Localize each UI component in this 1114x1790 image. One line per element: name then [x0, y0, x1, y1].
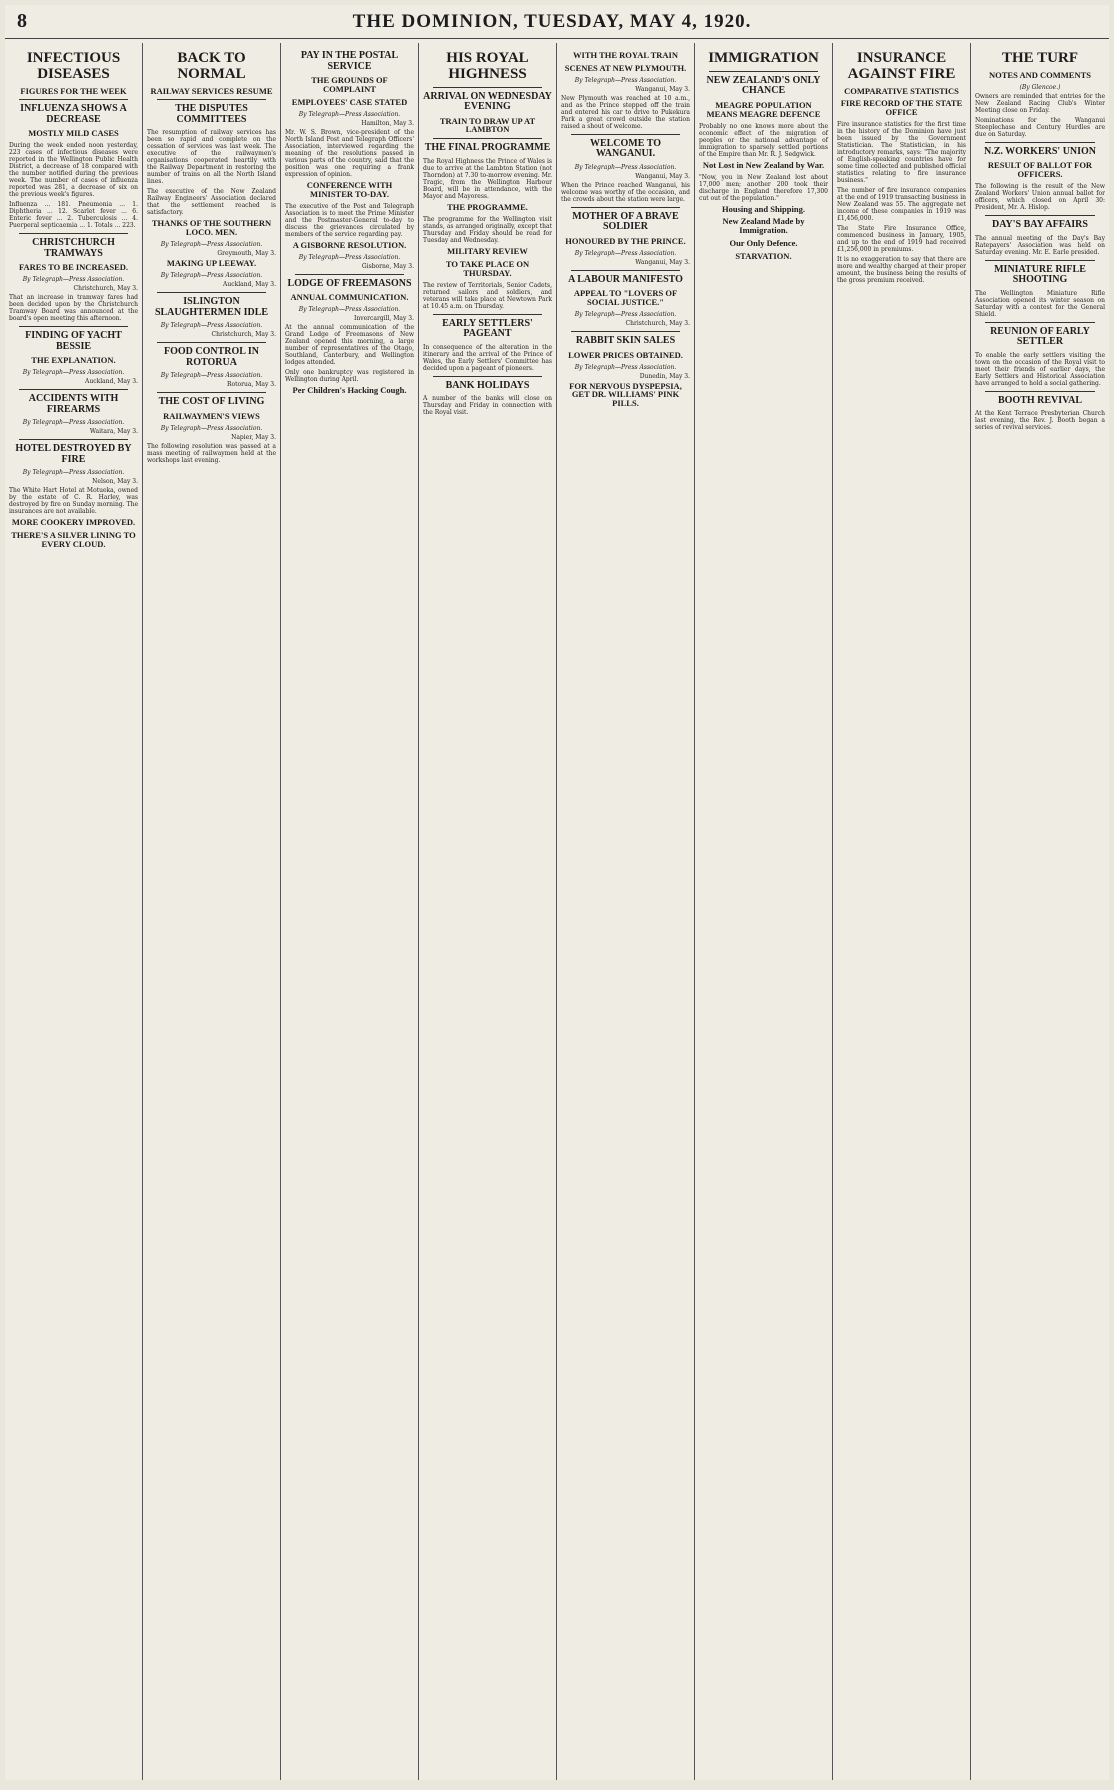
dateline: Hamilton, May 3.	[361, 119, 414, 127]
byline: By Telegraph—Press Association.	[160, 424, 263, 432]
headline: NOTES AND COMMENTS	[988, 69, 1091, 80]
headline: TO TAKE PLACE ON THURSDAY.	[445, 258, 530, 278]
headline: Our Only Defence.	[729, 238, 798, 249]
headline: MOSTLY MILD CASES	[28, 128, 119, 139]
headline: RAILWAYMEN'S VIEWS	[163, 410, 260, 421]
article-text: To enable the early settlers visiting the town on the occasion of the Royal visit to meet their friends of earlier days, the Early Settlers and Historical Association have arranged to hold a social gathering.	[975, 351, 1105, 387]
headline: FOOD CONTROL IN ROTORUA	[163, 346, 259, 368]
column-8	[971, 43, 1109, 1780]
headline: MAKING UP LEEWAY.	[166, 258, 257, 269]
byline: By Telegraph—Press Association.	[574, 311, 677, 319]
byline: By Telegraph—Press Association.	[574, 249, 677, 257]
headline: RAILWAY SERVICES RESUME	[150, 85, 273, 96]
dateline: Christchurch, May 3.	[625, 320, 690, 328]
article-text: When the Prince reached Wanganui, his welcome was worthy of the occasion, and the crowds about the station were large.	[561, 181, 690, 203]
article-text: During the week ended noon yesterday, 223 cases of infectious diseases were reported in the Wellington Public Health District, a decrease of 18 compared with the number notified during the previous week. The number of cases of influenza reported was 281, a decrease of six on the previous week's figures.	[9, 142, 138, 199]
headline: FIGURES FOR THE WEEK	[20, 85, 127, 96]
headline: DAY'S BAY AFFAIRS	[992, 219, 1088, 231]
article-text: The number of fire insurance companies at the end of 1919 transacting business in New Zealand was 55. The aggregate net income of these companies in 1919 was £1,456,000.	[837, 187, 966, 223]
headline: THE COST OF LIVING	[158, 396, 265, 408]
headline: MOTHER OF A BRAVE SOLDIER	[572, 210, 679, 233]
headline: BOOTH REVIVAL	[997, 394, 1082, 406]
headline: WITH THE ROYAL TRAIN	[573, 50, 678, 60]
divider	[709, 71, 818, 72]
headline: BANK HOLIDAYS	[445, 379, 530, 391]
headline: FARES TO BE INCREASED.	[18, 262, 129, 273]
headline: MINIATURE RIFLE SHOOTING	[994, 263, 1086, 286]
headline: EARLY SETTLERS' PAGEANT	[442, 317, 533, 340]
headline: EMPLOYEES' CASE STATED	[291, 96, 408, 107]
divider	[19, 439, 128, 440]
headline: ANNUAL COMMUNICATION.	[290, 292, 409, 303]
article-text: The executive of the Post and Telegraph Association is to meet the Prime Minister and the Postmaster-General to-day to discuss the grievances circulated by members of the service regarding pay.	[285, 202, 414, 238]
headline: THE DISPUTES COMMITTEES	[175, 103, 248, 125]
dateline: Rotorua, May 3.	[226, 381, 276, 389]
headline: INFLUENZA SHOWS A DECREASE	[20, 103, 127, 125]
dateline: Christchurch, May 3.	[73, 285, 138, 293]
byline: By Telegraph—Press Association.	[22, 369, 125, 377]
article-text: The resumption of railway services has been so rapid and complete on the cessation of services was last week. The executive of the railwaymen's organisations cooperated heartily with the Railway Department in restoring the number of trains on all the North Island lines.	[147, 129, 276, 186]
headline: FINDING OF YACHT BESSIE	[25, 330, 122, 352]
headline: LODGE OF FREEMASONS	[287, 277, 412, 289]
divider	[985, 322, 1095, 323]
headline: THE PROGRAMME.	[447, 201, 528, 212]
headline: THE TURF	[1002, 50, 1078, 66]
newspaper-page	[5, 5, 1109, 1780]
headline: ARRIVAL ON WEDNESDAY EVENING	[423, 90, 552, 112]
headline: FIRE RECORD OF THE STATE OFFICE	[840, 98, 963, 118]
headline: MORE COOKERY IMPROVED.	[11, 517, 136, 528]
headline: HONOURED BY THE PRINCE.	[565, 235, 686, 246]
article-text: The Royal Highness the Prince of Wales is due to arrive at the Lambton Station (not Thorndon) at 7.30 to-morrow evening. Mr. Tragic, from the Wellington Harbour Board, will be in attendance, with the Mayor and Mayoress.	[423, 157, 552, 200]
article-text: The executive of the New Zealand Railway Engineers' Association declared that the settlement reached is satisfactory.	[147, 188, 276, 217]
headline: ISLINGTON SLAUGHTERMEN IDLE	[154, 296, 269, 318]
article-text: At the annual communication of the Grand Lodge of Freemasons of New Zealand opened this morning, a large number of representatives of the Otago, Southland, Canterbury, and Wellington lodges attended.	[285, 323, 414, 366]
headline: SCENES AT NEW PLYMOUTH.	[564, 62, 687, 73]
divider	[571, 207, 680, 208]
byline: By Telegraph—Press Association.	[160, 272, 263, 280]
headline: THANKS OF THE SOUTHERN LOCO. MEN.	[151, 218, 272, 238]
byline: (By Glencoe.)	[1019, 83, 1061, 91]
headline: REUNION OF EARLY SETTLER	[990, 325, 1090, 348]
dateline: Dunedin, May 3.	[639, 372, 690, 380]
column-5	[557, 43, 695, 1780]
headline: CONFERENCE WITH MINISTER TO-DAY.	[306, 179, 393, 199]
article-text: Only one bankruptcy was registered in Wellington during April.	[285, 368, 414, 383]
headline: PAY IN THE POSTAL SERVICE	[300, 50, 399, 72]
byline: By Telegraph—Press Association.	[298, 110, 401, 118]
headline: FOR NERVOUS DYSPEPSIA, GET DR. WILLIAMS' PINK PILLS.	[569, 380, 682, 409]
headline: Per Children's Hacking Cough.	[292, 384, 407, 395]
masthead	[5, 5, 1109, 39]
divider	[571, 270, 680, 271]
dateline: Wanganui, May 3.	[635, 172, 690, 180]
headline: APPEAL TO "LOVERS OF SOCIAL JUSTICE."	[573, 288, 678, 308]
article-text: Owners are reminded that entries for the New Zealand Racing Club's Winter Meeting close on Friday.	[975, 92, 1105, 114]
article-text: It is no exaggeration to say that there are more and wealthy charged at their proper amount, the business being the results of the gross premium received.	[837, 256, 966, 285]
columns	[5, 43, 1109, 1780]
divider	[433, 314, 542, 315]
byline: By Telegraph—Press Association.	[298, 305, 401, 313]
dateline: Auckland, May 3.	[223, 281, 276, 289]
byline: By Telegraph—Press Association.	[22, 419, 125, 427]
dateline: Greymouth, May 3.	[217, 250, 276, 258]
headline: ACCIDENTS WITH FIREARMS	[28, 393, 119, 415]
divider	[985, 260, 1095, 261]
headline: Not Lost in New Zealand by War.	[702, 159, 825, 170]
column-6	[695, 43, 833, 1780]
headline: THE GROUNDS OF COMPLAINT	[311, 75, 388, 94]
divider	[157, 342, 266, 343]
byline: By Telegraph—Press Association.	[160, 372, 263, 380]
divider	[571, 134, 680, 135]
headline: CHRISTCHURCH TRAMWAYS	[32, 237, 115, 259]
divider	[157, 99, 266, 100]
article-text: At the Kent Terrace Presbyterian Church last evening, the Rev. J. Booth began a series of revival services.	[975, 410, 1105, 432]
divider	[19, 326, 128, 327]
headline: LOWER PRICES OBTAINED.	[568, 349, 683, 360]
article-text: The Wellington Miniature Rifle Association opened its winter season on Saturday with a contest for the General Shield.	[975, 289, 1105, 318]
headline: THERE'S A SILVER LINING TO EVERY CLOUD.	[11, 530, 136, 550]
byline: By Telegraph—Press Association.	[160, 241, 263, 249]
dateline: Invercargill, May 3.	[353, 314, 414, 322]
column-2	[143, 43, 281, 1780]
headline: New Zealand Made by Immigration.	[722, 216, 805, 236]
divider	[19, 389, 128, 390]
column-3	[281, 43, 419, 1780]
article-text: The following is the result of the New Zealand Workers' Union annual ballot for officers, which closed on April 30: President, Mr. A. Hislop.	[975, 183, 1105, 212]
headline: MEAGRE POPULATION MEANS MEAGRE DEFENCE	[706, 99, 821, 119]
article-text: That an increase in tramway fares had been decided upon by the Christchurch Tramway Board was announced at the board's open meeting this afternoon.	[9, 294, 138, 323]
headline: INSURANCE AGAINST FIRE	[847, 50, 956, 82]
divider	[571, 331, 680, 332]
divider	[157, 292, 266, 293]
headline: HOTEL DESTROYED BY FIRE	[15, 443, 132, 465]
article-text: The programme for the Wellington visit stands, as arranged originally, except that Thursday and Friday should be read for Tuesday and Wednesday.	[423, 215, 552, 244]
byline: By Telegraph—Press Association.	[574, 163, 677, 171]
headline: HIS ROYAL HIGHNESS	[446, 50, 529, 82]
headline: WELCOME TO WANGANUI.	[589, 137, 662, 160]
headline: IMMIGRATION	[708, 50, 819, 66]
headline: COMPARATIVE STATISTICS	[844, 85, 959, 96]
byline: By Telegraph—Press Association.	[574, 363, 677, 371]
article-text: A number of the banks will close on Thursday and Friday in connection with the Royal visit.	[423, 395, 552, 417]
headline: INFECTIOUS DISEASES	[26, 50, 121, 82]
headline: BACK TO NORMAL	[177, 50, 246, 82]
article-text: The following resolution was passed at a mass meeting of railwaymen held at the workshops last evening.	[147, 442, 276, 464]
headline: N.Z. WORKERS' UNION	[983, 145, 1097, 157]
article-text: Nominations for the Wanganui Steeplechase and Century Hurdles are due on Saturday.	[975, 116, 1105, 138]
dateline: Christchurch, May 3.	[211, 331, 276, 339]
column-7	[833, 43, 971, 1780]
byline: By Telegraph—Press Association.	[22, 276, 125, 284]
article-text: Mr. W. S. Brown, vice-president of the North Island Post and Telegraph Officers' Association, interviewed regarding the meaning of the resolutions passed in various parts of the country, said that the position was one requiring a frank expression of opinion.	[285, 128, 414, 178]
dateline: Waitara, May 3.	[89, 428, 138, 436]
headline: MILITARY REVIEW	[447, 245, 528, 256]
article-text: New Plymouth was reached at 10 a.m., and as the Prince stepped off the train and entered his car to drive to Pukekura Park a great crowd outside the station raised a shout of welcome.	[561, 94, 690, 130]
dateline: Auckland, May 3.	[85, 378, 138, 386]
headline: STARVATION.	[735, 251, 792, 262]
divider	[433, 138, 542, 139]
page-number: 8	[17, 10, 27, 32]
divider	[157, 392, 266, 393]
byline: By Telegraph—Press Association.	[160, 322, 263, 330]
divider	[985, 215, 1095, 216]
article-text: Fire insurance statistics for the first time in the history of the Dominion have just been issued by the Government Statistician. The Statistician, in his introductory remarks, says: "The majority of English-speaking countries have for some time collected and published official statistics relating to fire insurance business."	[837, 121, 966, 185]
dateline: Gisborne, May 3.	[361, 262, 414, 270]
headline: A GISBORNE RESOLUTION.	[292, 239, 407, 250]
headline: RABBIT SKIN SALES	[575, 335, 676, 347]
headline: THE EXPLANATION.	[31, 355, 116, 366]
divider	[295, 274, 404, 275]
divider	[19, 233, 128, 234]
headline: TRAIN TO DRAW UP AT LAMBTON	[439, 115, 536, 135]
headline: A LABOUR MANIFESTO	[568, 273, 683, 285]
newspaper-title: THE DOMINION, TUESDAY, MAY 4, 1920.	[352, 10, 752, 32]
dateline: Wanganui, May 3.	[635, 85, 690, 93]
article-text: The review of Territorials, Senior Cadets, returned sailors and soldiers, and veterans will take place at Newtown Park at 10.45 a.m. on Thursday.	[423, 281, 552, 310]
article-text: Influenza ... 181. Pneumonia ... 1. Diphtheria ... 12. Scarlet fever ... 6. Enteric fever ... 2. Tuberculosis ... 4. Puerperal septicaemia ... 1. Totals ... 223.	[9, 201, 138, 230]
article-text: The White Hart Hotel at Motueka, owned by the estate of C. R. Harley, was destroyed by fire on Sunday morning. The insurances are not available.	[9, 487, 138, 516]
article-text: The annual meeting of the Day's Bay Ratepayers' Association was held on Saturday evening. Mr. E. Earle presided.	[975, 234, 1105, 256]
dateline: Nelson, May 3.	[92, 478, 138, 486]
byline: By Telegraph—Press Association.	[22, 469, 125, 477]
headline: Housing and Shipping.	[722, 203, 805, 214]
divider	[985, 142, 1095, 143]
divider	[985, 391, 1095, 392]
article-text: "Now, you in New Zealand lost about 17,000 men; another 200 took their discharge in England therefore 17,300 cut out of the population."	[699, 173, 828, 202]
article-text: The State Fire Insurance Office, commenced business in January, 1905, and up to the end of 1919 had received £1,256,000 in premiums.	[837, 225, 966, 254]
column-4	[419, 43, 557, 1780]
byline: By Telegraph—Press Association.	[574, 76, 677, 84]
byline: By Telegraph—Press Association.	[298, 253, 401, 261]
headline: RESULT OF BALLOT FOR OFFICERS.	[987, 160, 1093, 180]
column-1	[5, 43, 143, 1780]
divider	[433, 87, 542, 88]
dateline: Wanganui, May 3.	[635, 258, 690, 266]
divider	[19, 99, 128, 100]
headline: NEW ZEALAND'S ONLY CHANCE	[706, 74, 821, 97]
article-text: Probably no one knows more about the economic effect of the migration of peoples or the national advantage of immigration to sparsely settled portions of the Empire than Mr. R. J. Sedgwick.	[699, 122, 828, 158]
dateline: Napier, May 3.	[231, 433, 276, 441]
divider	[433, 376, 542, 377]
article-text: In consequence of the alteration in the itinerary and the arrival of the Prince of Wales, the Early Settlers' Committee has decided upon a pageant of pioneers.	[423, 343, 552, 372]
headline: THE FINAL PROGRAMME	[424, 142, 551, 154]
